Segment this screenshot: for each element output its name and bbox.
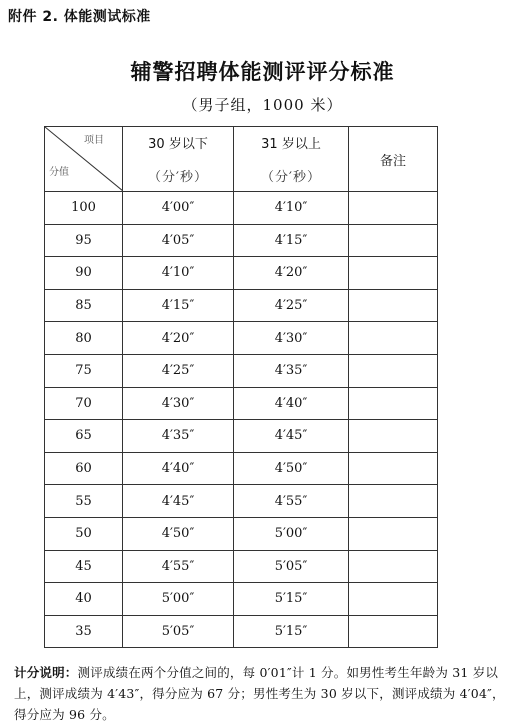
table-row: [45, 224, 438, 257]
over31-cell: 5′15″: [234, 615, 349, 648]
header-note-title: 备注: [379, 153, 406, 169]
table-row: [45, 192, 438, 225]
score-cell: 60: [45, 452, 123, 485]
table-row: [45, 420, 438, 453]
under30-cell: 4′50″: [123, 517, 234, 550]
header-under30: [123, 127, 234, 192]
score-cell: 70: [45, 387, 123, 420]
under30-cell: 4′40″: [123, 452, 234, 485]
note-cell: [349, 583, 438, 616]
header-note: [349, 127, 438, 192]
score-cell: 100: [45, 192, 123, 225]
table-body: [45, 192, 438, 648]
table-row: [45, 387, 438, 420]
table-row: [45, 257, 438, 290]
score-cell: 50: [45, 517, 123, 550]
table-row: [45, 289, 438, 322]
note-cell: [349, 322, 438, 355]
under30-cell: 5′00″: [123, 583, 234, 616]
under30-cell: 4′20″: [123, 322, 234, 355]
note-cell: [349, 257, 438, 290]
score-cell: 40: [45, 583, 123, 616]
over31-cell: 5′05″: [234, 550, 349, 583]
table-row: [45, 550, 438, 583]
over31-cell: 4′25″: [234, 289, 349, 322]
scoring-table: [44, 126, 438, 648]
header-item-label: 项目: [84, 135, 104, 146]
notes-text: 测评成绩在两个分值之间的，每 0′01″计 1 分。如男性考生年龄为 31 岁以上，测评成绩为 4′43″，得分应为 67 分；男性考生为 30 岁以下，测评成绩为 4′04″，得分应为 96 分。: [14, 665, 505, 722]
notes-label: 计分说明：: [14, 665, 78, 680]
under30-cell: 5′05″: [123, 615, 234, 648]
score-cell: 75: [45, 354, 123, 387]
under30-cell: 4′10″: [123, 257, 234, 290]
table-row: [45, 322, 438, 355]
score-cell: 95: [45, 224, 123, 257]
note-cell: [349, 452, 438, 485]
over31-cell: 5′00″: [234, 517, 349, 550]
score-cell: 65: [45, 420, 123, 453]
table-header: [45, 127, 438, 192]
table-row: [45, 354, 438, 387]
note-cell: [349, 420, 438, 453]
note-cell: [349, 550, 438, 583]
note-cell: [349, 192, 438, 225]
header-corner-cell: [45, 127, 123, 192]
note-cell: [349, 224, 438, 257]
under30-cell: 4′15″: [123, 289, 234, 322]
note-cell: [349, 387, 438, 420]
note-cell: [349, 615, 438, 648]
note-cell: [349, 485, 438, 518]
table-row: [45, 452, 438, 485]
note-cell: [349, 517, 438, 550]
page-subtitle: （男子组，1000 米）: [182, 96, 343, 114]
table-row: [45, 583, 438, 616]
page-title: 辅警招聘体能测评评分标准: [130, 60, 395, 84]
scoring-notes: [14, 662, 514, 725]
under30-cell: 4′30″: [123, 387, 234, 420]
over31-cell: 4′30″: [234, 322, 349, 355]
header-over31-unit: （分′秒）: [261, 170, 321, 185]
header-score-label: 分值: [49, 167, 69, 178]
under30-cell: 4′05″: [123, 224, 234, 257]
over31-cell: 4′10″: [234, 192, 349, 225]
score-cell: 45: [45, 550, 123, 583]
over31-cell: 4′55″: [234, 485, 349, 518]
table-row: [45, 485, 438, 518]
under30-cell: 4′55″: [123, 550, 234, 583]
over31-cell: 4′35″: [234, 354, 349, 387]
table-row: [45, 517, 438, 550]
header-under30-title: 30 岁以下: [148, 137, 208, 152]
score-cell: 35: [45, 615, 123, 648]
over31-cell: 4′20″: [234, 257, 349, 290]
header-under30-unit: （分′秒）: [148, 170, 208, 185]
over31-cell: 5′15″: [234, 583, 349, 616]
note-cell: [349, 354, 438, 387]
table-row: [45, 615, 438, 648]
under30-cell: 4′45″: [123, 485, 234, 518]
attachment-label: 附件 2. 体能测试标准: [8, 9, 151, 25]
over31-cell: 4′15″: [234, 224, 349, 257]
under30-cell: 4′00″: [123, 192, 234, 225]
over31-cell: 4′45″: [234, 420, 349, 453]
header-over31-title: 31 岁以上: [261, 137, 321, 152]
score-cell: 85: [45, 289, 123, 322]
header-over31: [234, 127, 349, 192]
over31-cell: 4′50″: [234, 452, 349, 485]
score-cell: 55: [45, 485, 123, 518]
over31-cell: 4′40″: [234, 387, 349, 420]
score-cell: 90: [45, 257, 123, 290]
note-cell: [349, 289, 438, 322]
score-cell: 80: [45, 322, 123, 355]
under30-cell: 4′25″: [123, 354, 234, 387]
under30-cell: 4′35″: [123, 420, 234, 453]
